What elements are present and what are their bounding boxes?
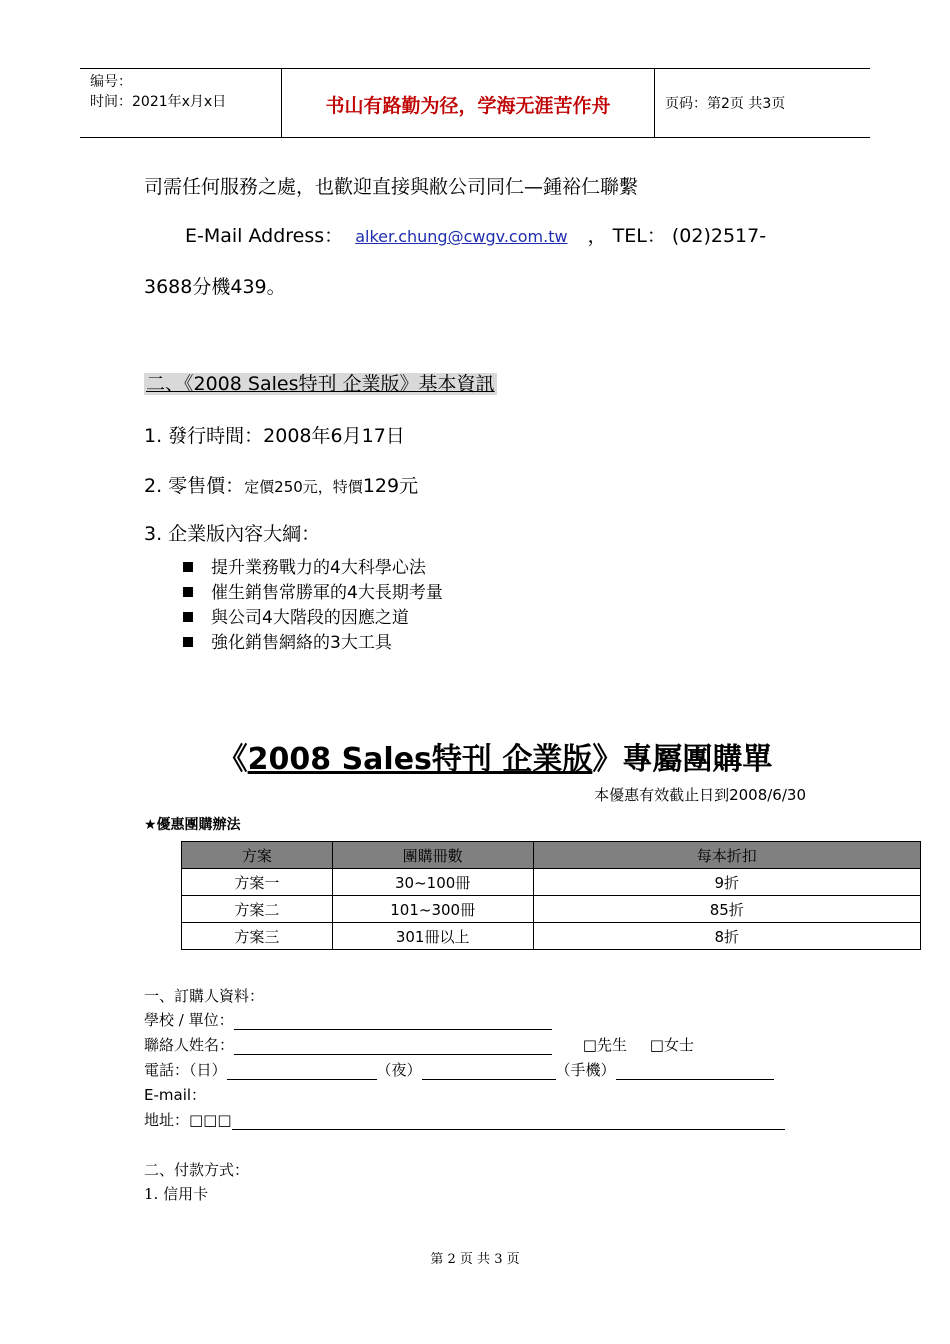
phone-day-field[interactable]	[227, 1063, 377, 1080]
header-page-cell	[655, 69, 870, 137]
square-bullet-icon	[183, 637, 193, 647]
contact-label: 聯絡人姓名：	[144, 1036, 235, 1054]
school-field[interactable]	[234, 1013, 552, 1030]
phone-row	[144, 1059, 774, 1080]
list-item: 強化銷售網絡的3大工具	[183, 631, 443, 656]
address-label: 地址：□□□	[144, 1111, 232, 1129]
table-header-row	[182, 842, 921, 869]
tel-text: ， TEL： (02)2517-	[587, 225, 767, 247]
list-item: 提升業務戰力的4大科學心法	[183, 556, 443, 581]
page-footer: 第 2 页 共 3 页	[430, 1252, 520, 1267]
school-row	[144, 1009, 552, 1030]
discount-heading: ★優惠團購辦法	[144, 817, 241, 833]
item-price	[144, 471, 418, 498]
list-item: 與公司4大階段的因應之道	[183, 606, 443, 631]
address-row	[144, 1109, 785, 1130]
valid-until: 本優惠有效截止日到2008/6/30	[594, 786, 806, 804]
motto: 书山有路勤为径，学海无涯苦作舟	[325, 95, 611, 117]
ms-checkbox[interactable]: □女士	[649, 1036, 694, 1054]
page-header	[80, 68, 870, 138]
extension-line: 3688分機439。	[144, 276, 286, 298]
email-form-label: E-mail：	[144, 1086, 207, 1104]
payment-heading: 二、付款方式：	[144, 1161, 250, 1179]
special-price: 129元	[362, 475, 419, 497]
price-label: 2. 零售價：	[144, 475, 245, 497]
contact-line	[185, 221, 766, 248]
school-label: 學校 / 單位：	[144, 1011, 234, 1029]
list-item: 催生銷售常勝軍的4大長期考量	[183, 581, 443, 606]
contact-name-field[interactable]	[234, 1038, 552, 1055]
phone-day-label: 電話：（日）	[144, 1061, 227, 1079]
table-header: 團購冊數	[332, 842, 533, 869]
email-address-label: E-Mail Address：	[185, 225, 344, 247]
phone-night-field[interactable]	[422, 1063, 556, 1080]
order-title: 《2008 Sales特刊 企業版》專屬團購單	[217, 742, 773, 777]
header-meta-cell	[80, 69, 282, 137]
section-title-text: 二、《2008 Sales特刊 企業版》基本資訊	[146, 373, 495, 395]
table-row: 方案一 30~100冊 9折	[182, 869, 921, 896]
payment-item: 1. 信用卡	[144, 1185, 209, 1203]
mobile-field[interactable]	[616, 1063, 774, 1080]
table-row: 方案三 301冊以上 8折	[182, 923, 921, 950]
outline-list	[183, 556, 443, 656]
item-outline: 3. 企業版內容大綱：	[144, 523, 321, 545]
contact-row	[144, 1034, 694, 1055]
table-header: 方案	[182, 842, 333, 869]
price-detail: 定價250元，特價	[244, 478, 363, 496]
intro-line: 司需任何服務之處，也歡迎直接與敝公司同仁—鍾裕仁聯繫	[144, 176, 639, 198]
phone-night-label: （夜）	[376, 1061, 422, 1079]
page-info: 页码：第2页 共3页	[665, 96, 786, 112]
number-label: 编号：	[90, 74, 132, 90]
table-header: 每本折扣	[533, 842, 920, 869]
table-row: 方案二 101~300冊 85折	[182, 896, 921, 923]
mr-checkbox[interactable]: □先生	[582, 1036, 627, 1054]
email-row	[144, 1084, 206, 1105]
square-bullet-icon	[183, 587, 193, 597]
section-title	[144, 369, 497, 396]
address-field[interactable]	[232, 1113, 785, 1130]
date-label: 时间：2021年x月x日	[90, 94, 227, 110]
header-motto-cell	[282, 69, 655, 137]
item-release-date: 1. 發行時間：2008年6月17日	[144, 425, 405, 447]
square-bullet-icon	[183, 562, 193, 572]
square-bullet-icon	[183, 612, 193, 622]
buyer-heading: 一、訂購人資料：	[144, 987, 265, 1005]
order-title-main: 2008 Sales特刊 企業版	[247, 742, 593, 777]
mobile-label: （手機）	[555, 1061, 616, 1079]
discount-table	[181, 841, 921, 950]
email-link[interactable]: alker.chung@cwgv.com.tw	[355, 227, 568, 246]
